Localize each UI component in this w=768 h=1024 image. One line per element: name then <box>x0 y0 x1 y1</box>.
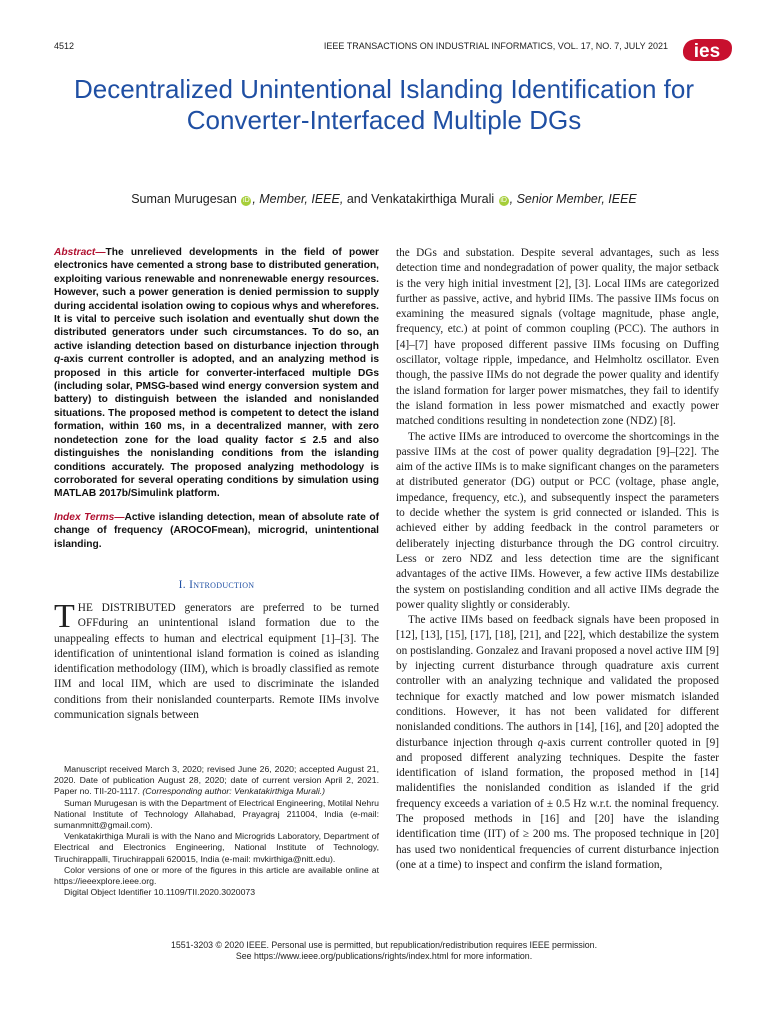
index-terms <box>54 511 379 551</box>
drop-cap: T <box>54 597 75 635</box>
abstract-q-variable: q <box>54 354 61 366</box>
index-terms-label: Index Terms— <box>54 511 125 523</box>
corresponding-author: (Corresponding author: Venkatakirthiga Murali.) <box>142 786 326 797</box>
right-column <box>396 246 719 873</box>
section-number: I. <box>178 578 190 591</box>
footnote-author-1: Suman Murugesan is with the Department of Electrical Engineering, Motilal Nehru National Institute of Technology Allahabad, Prayagraj 211004, India (e-mail: sumanmnitt@gmail.com). <box>54 797 379 831</box>
body-paragraph-2: The active IIMs are introduced to overcome the shortcomings in the passive IIMs at the cost of power quality degradation [9]–[22]. The aim of the active IIMs is to make significant changes on the parameters at distributed generator (DG) output or PCC (voltage, phase angle, impedance, frequency, etc.), and subsequently inspect the parameters to decide whether the system is grid connected or islanded. This is achieved either by adding feedback in the control parameters or deliberately injecting disturbance through the DG control circuitry. Less or zero NDZ and less detection time are the significant advantages of the active IIMs. However, a few active IIMs destabilize the system on postislanding condition and all active IIMs degrade the power quality slightly or considerably. <box>396 430 719 611</box>
body-paragraph-1: the DGs and substation. Despite several advantages, such as less detection time and nondegradation of power quality, the major setback is the very high initial investment [2], [3]. Local IIMs are categorized further as passive, active, and hybrid IIMs. The passive IIMs focus on examining the measured signals (voltage magnitude, phase angle, frequency, etc.) at point of common coupling (PCC). The authors in [4]–[7] have proposed different passive IIMs focusing on Duffing oscillator, voltage ripple, impedance, and Helmholtz oscillator. Even though, the passive IIMs do not degrade the power quality and identify the island formation for larger power mismatches, they fail to identify the island formation in less power mismatched and exactly power matched conditions resulting in nondetection zone (NDZ) [8]. <box>396 247 719 428</box>
rights-link-line: See https://www.ieee.org/publications/rights/index.html for more information. <box>235 951 533 961</box>
footnote-color-versions: Color versions of one or more of the figures in this article are available online at https://ieeexplore.ieee.org. <box>54 864 379 887</box>
copyright-line: 1551-3203 © 2020 IEEE. Personal use is permitted, but republication/redistribution requires IEEE permission. <box>170 940 598 950</box>
left-column <box>54 246 379 723</box>
footnote-manuscript: Manuscript received March 3, 2020; revised June 26, 2020; accepted August 21, 2020. Date of publication August 28, 2020; date of current version April 2, 2021. Paper no. TII-20-1117. (Corresponding author: Venkatakirthiga Murali.) <box>54 764 379 797</box>
body-paragraph-3: The active IIMs based on feedback signals have been proposed in [12], [13], [15], [17], [18], [21], and [22], which destabilize the system on postislanding. Gonzalez and Iravani proposed a novel active IIM [9] by injecting current disturbance through quadrature axis current controller with an analyzing technique and validated the proposed technique for exactly matched and low power mismatch islanded conditions. However, it has not been validated for different nonislanded conditions. The authors in [14], [16], and [20] adopted the disturbance injection through q-axis current controller quoted in [9] and proposed different analyzing techniques. Despite the faster identification of island formation, the proposed method in [14] malidentifies the nonislanded condition as islanded if the grid frequency exceeds a variation of ± 0.5 Hz w.r.t. the nominal frequency. The proposed methods in [16] and [20] have the islanding identification time (IIT) of ≥ 200 ms. The proposed technique in [20] has used two nonidentical frequencies of current disturbance injection (one at a time) to inspect and confirm the island formation, <box>396 614 720 871</box>
footnotes <box>54 764 379 898</box>
section-heading-introduction <box>54 579 379 591</box>
paper-title: Decentralized Unintentional Islanding Identification for Converter-Interfaced Multiple DGs <box>73 74 695 135</box>
page-number: 4512 <box>54 41 75 51</box>
abstract-text-2: -axis current controller is adopted, and an analyzing method is proposed in this article for converter-interfaced multiple DGs (including solar, PMSG-based wind energy conversion system and battery) to distinguish between the islanded and nonislanded situations. The proposed method is competent to detect the island formation, within 160 ms, in a decentralized manner, with zero nondetection zone for the load quality factor ≤ 2.5 and also distinguishes the nonislanding conditions from the islanding conditions accurately. The proposed analyzing methodology is corroborated for several operating conditions by simulation using MATLAB 2017b/Simulink platform. <box>54 354 379 500</box>
abstract <box>54 246 379 501</box>
running-header <box>54 41 668 55</box>
copyright-footer <box>54 940 714 962</box>
journal-name: IEEE TRANSACTIONS ON INDUSTRIAL INFORMATICS, VOL. 17, NO. 7, JULY 2021 <box>323 41 668 51</box>
logo-text: ies <box>693 41 721 62</box>
ies-logo-icon <box>680 36 734 64</box>
author-1-role: , Member, IEEE, <box>252 192 344 206</box>
intro-paragraph <box>54 597 379 723</box>
footnote-doi: Digital Object Identifier 10.1109/TII.2020.3020073 <box>64 887 256 898</box>
abstract-text-1: The unrelieved developments in the field of power electronics have cemented a strong base to distributed generation, exploiting various renewable and nonrenewable energy resources. However, such a power generation is denied permission to supply during accidental isolation owing to copious whys and wherefores. It is vital to perceive such isolation and eventually shut down the distributed generators under such circumstances. To do so, an active islanding detection based on disturbance injection through <box>54 247 379 352</box>
author-conjunction: and <box>343 192 372 206</box>
author-1-name: Suman Murugesan <box>131 192 237 206</box>
orcid-icon[interactable]: iD <box>500 197 507 204</box>
author-2-name: Venkatakirthiga Murali <box>371 192 495 206</box>
intro-text: HE DISTRIBUTED generators are preferred to be turned OFFduring an unintentional island formation due to the unappealing effects to human and electrical equipment [1]–[3]. The identification of unintentional island formation is coined as islanding identification methodology (IIM), which is broadly classified as remote IIM and local IIM, which are used to discriminate the islanded conditions from their nonislanded counterparts. Remote IIMs involve communication signals between <box>54 601 379 722</box>
footnote-author-2: Venkatakirthiga Murali is with the Nano and Microgrids Laboratory, Department of Electrical and Electronics Engineering, National Institute of Technology, Tiruchirappalli, Tiruchirappali 620015, India (e-mail: mvkirthiga@nitt.edu). <box>54 831 379 864</box>
section-title: Introduction <box>189 578 255 591</box>
q-variable: q <box>537 736 544 749</box>
orcid-icon[interactable]: iD <box>243 197 250 204</box>
author-line <box>54 192 714 206</box>
abstract-label: Abstract— <box>54 247 106 258</box>
index-terms-text: Active islanding detection, mean of absolute rate of change of frequency (AROCOFmean), microgrid, unintentional islanding. <box>54 511 380 550</box>
author-2-role: , Senior Member, IEEE <box>509 192 637 206</box>
